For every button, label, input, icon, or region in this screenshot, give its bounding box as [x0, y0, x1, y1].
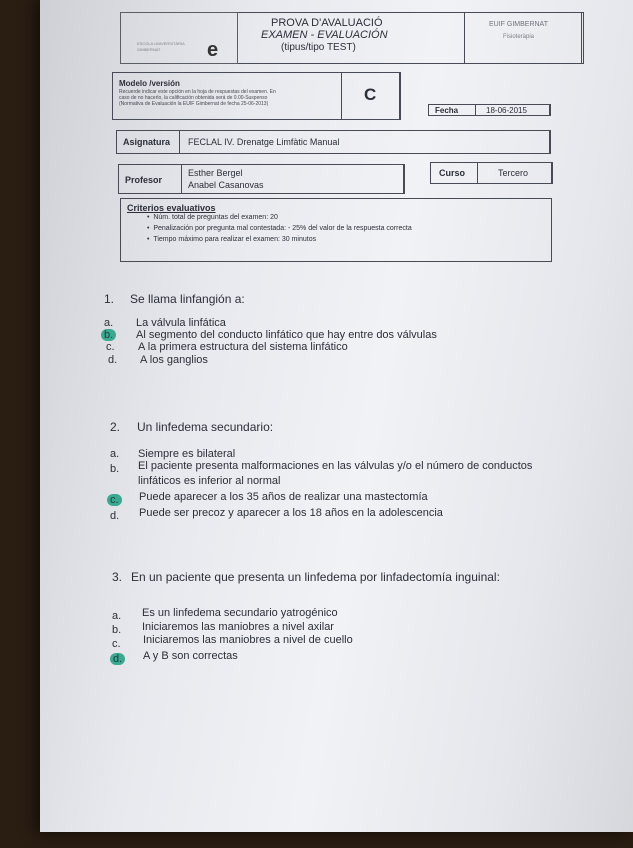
header-box [120, 12, 582, 64]
curso-value-cell [477, 162, 553, 184]
fecha-value: 18-06-2015 [486, 106, 527, 115]
option-text-continued: linfáticos es inferior al normal [138, 475, 281, 487]
option-text: El paciente presenta malformaciones en las válvulas y/o el número de conductos [138, 460, 533, 472]
option-letter: b. [112, 624, 122, 636]
modelo-label: Modelo /versión [119, 79, 180, 88]
option-text: Puede aparecer a los 35 años de realizar una mastectomía [139, 491, 428, 503]
school-name: EUIF GIMBERNAT [489, 21, 548, 28]
option-text: A los ganglios [140, 354, 208, 366]
question-text: En un paciente que presenta un linfedema por linfadectomía inguinal: [131, 570, 500, 584]
asignatura-box [116, 130, 550, 154]
question-number: 3. [112, 570, 123, 584]
school-cell [464, 12, 584, 64]
option-letter: a. [104, 317, 114, 329]
option-letter-marked [113, 653, 125, 665]
fecha-value-cell [475, 104, 551, 116]
answer-mark: d. [110, 653, 125, 665]
option-text: Es un linfedema secundario yatrogénico [142, 607, 338, 619]
option-text: Iniciaremos las maniobres a nivel de cuello [143, 634, 353, 646]
modelo-value: C [364, 85, 377, 104]
fecha-box [428, 104, 550, 116]
option-letter: a. [110, 448, 120, 460]
title-line-3: (tipus/tipo TEST) [281, 42, 356, 53]
option-letter: c. [106, 341, 115, 353]
curso-value: Tercero [498, 168, 529, 178]
question-number: 1. [104, 292, 115, 306]
answer-mark: c. [107, 494, 122, 506]
criterio-item: • Tiempo máximo para realizar el examen: 30 minutos [147, 236, 317, 243]
option-text: Puede ser precoz y aparecer a los 18 años en la adolescencia [139, 507, 443, 519]
curso-box [430, 162, 552, 184]
option-letter-marked [104, 329, 116, 341]
profesor-line-2: Anabel Casanovas [188, 180, 264, 190]
logo-letter: e [207, 39, 219, 61]
exam-sheet [40, 0, 633, 832]
question-text: Se llama linfangión a: [130, 292, 245, 306]
option-letter: c. [112, 638, 121, 650]
criterios-box [120, 198, 552, 262]
option-text: Al segmento del conducto linfático que hay entre dos válvulas [136, 329, 437, 341]
fecha-label: Fecha [435, 106, 459, 115]
modelo-note-2: caso de no hacerlo, la calificación obtenida será de 0.00-Suspenso [119, 95, 268, 101]
option-letter-marked [110, 494, 122, 506]
criterio-item: • Núm. total de preguntas del examen: 20 [147, 214, 278, 221]
option-letter: a. [112, 610, 122, 622]
option-text: A y B son correctas [143, 650, 238, 662]
asignatura-value: FECLAL IV. Drenatge Limfàtic Manual [188, 137, 340, 147]
option-letter: b. [110, 463, 120, 475]
title-line-1: PROVA D'AVALUACIÓ [271, 17, 383, 29]
answer-mark: b. [101, 329, 116, 341]
option-text: Iniciaremos las maniobres a nivel axilar [142, 621, 334, 633]
profesor-value-cell [181, 164, 405, 194]
option-text: Siempre es bilateral [138, 448, 236, 460]
asignatura-value-cell [179, 130, 551, 154]
criterios-title: Criterios evaluativos [127, 203, 216, 213]
modelo-value-cell [341, 72, 401, 120]
option-letter: d. [108, 354, 118, 366]
profesor-line-1: Esther Bergel [188, 168, 243, 178]
option-letter: d. [110, 510, 120, 522]
question-number: 2. [110, 420, 121, 434]
logo-cell [120, 12, 238, 64]
modelo-box [112, 72, 400, 120]
profesor-label: Profesor [125, 175, 163, 185]
modelo-note-1: Recuerde indicar este opción en la hoja de respuestas del examen. En [119, 89, 276, 95]
asignatura-label: Asignatura [123, 137, 171, 147]
modelo-note-3: (Normativa de Evaluación la EUIF Gimbernat de fecha 25-06-2013) [119, 101, 269, 107]
curso-label: Curso [439, 168, 466, 178]
question-text: Un linfedema secundario: [137, 420, 274, 434]
criterio-item: • Penalización por pregunta mal contestada: - 25% del valor de la respuesta correcta [147, 225, 412, 232]
option-text: A la primera estructura del sistema linfático [138, 341, 348, 353]
profesor-box [118, 164, 404, 194]
title-line-2: EXAMEN - EVALUACIÓN [261, 29, 388, 41]
option-text: La válvula linfática [136, 317, 226, 329]
logo-small-text: ESCOLA UNIVERSITÀRIA GIMBERNAT [137, 41, 185, 52]
department: Fisioteràpia [503, 34, 535, 40]
